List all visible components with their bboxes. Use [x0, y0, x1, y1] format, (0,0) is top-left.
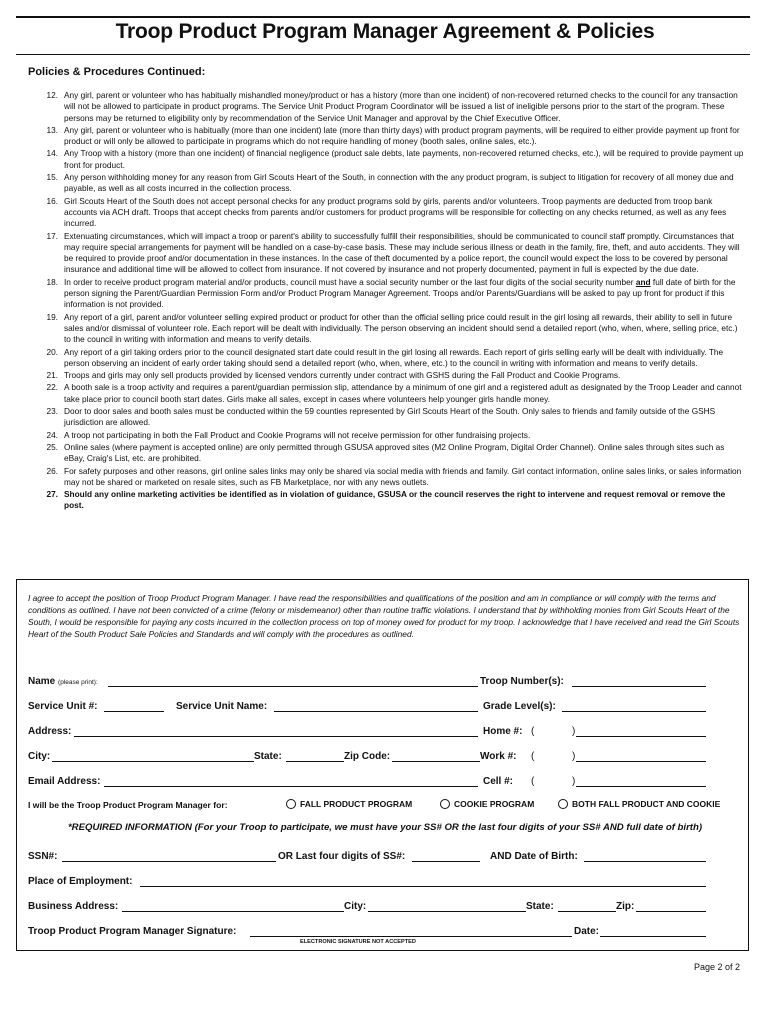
radio-circle-icon: [558, 799, 568, 809]
policy-number: 12.: [46, 90, 58, 100]
address-field[interactable]: [74, 736, 478, 737]
policy-item: [28, 196, 744, 230]
policy-list: [28, 90, 744, 513]
employment-field[interactable]: [140, 886, 706, 887]
policy-item: [28, 277, 744, 311]
service-unit-name-label: Service Unit Name:: [176, 701, 268, 712]
business-zip-field[interactable]: [636, 911, 706, 912]
policy-number: 26.: [46, 465, 58, 476]
zip-code-field[interactable]: [392, 761, 480, 762]
policy-text: Any report of a girl taking orders prior to the council designated start date could result in the girl losing all rewards. Each report of girls selling early will be dealt with individually. The person observing an incident of early order taking should send a detailed report (who, when, where, etc.) to the council in writing with information and means to verify details.: [64, 346, 724, 368]
policy-number: 20.: [46, 346, 58, 357]
policy-number: 19.: [46, 311, 58, 322]
policy-text: Any person withholding money for any reason from Girl Scouts Heart of the South, in connection with the any product program, is subject to litigation for recovery of all money due and payable, as well as all costs incurred in the collection process.: [64, 172, 734, 194]
policy-text: Door to door sales and booth sales must be conducted within the 59 counties represented by Girl Scouts Heart of the South. Only sales to friends and family outside of the GSHS jurisdiction are allowed.: [64, 406, 716, 428]
policy-item: [28, 382, 744, 405]
policy-item: [28, 148, 744, 171]
required-info-note: *REQUIRED INFORMATION (For your Troop to participate, we must have your SS# OR the last four digits of your SS# AND full date of birth): [67, 822, 703, 833]
policy-text: A troop not participating in both the Fall Product and Cookie Programs will not receive permission for other fundraising projects.: [64, 429, 531, 440]
option-fall-product[interactable]: FALL PRODUCT PROGRAM: [286, 799, 412, 809]
policy-text: A booth sale is a troop activity and requires a parent/guardian permission slip, attendance by a minimum of one girl and a registered adult as designated by the Troop Leader and cannot take place prior to council booth start dates. Girls make all sales, except in cases where volunteers help younger girls handle money.: [64, 382, 742, 404]
policy-item: [28, 442, 744, 465]
grade-levels-label: Grade Level(s):: [483, 701, 556, 712]
policy-item: [28, 90, 744, 124]
policy-number: 14.: [46, 148, 58, 159]
policy-item: [28, 370, 744, 381]
email-field[interactable]: [104, 786, 478, 787]
city-label: City:: [28, 751, 51, 762]
cell-phone-label: Cell #:: [483, 776, 514, 787]
policy-text: Extenuating circumstances, which will impact a troop or parent's ability to successfully fulfill their responsibilities, should be communicated to council staff promptly. Circumstances that may require special arrangements for payment will be handled on a case-by-case basis. These may include serious illness or death in the family, fire, theft, and auto accidents. They will be required to provide proof and/or documentation in these instances. In the case of theft documented by a police report, the council would expect the loss to be covered by personal insurance and additional time will be allowed to collect from insurance. If not covered by insurance and not properly documented, payment in full is expected by the due date.: [64, 230, 740, 275]
section-heading: Policies & Procedures Continued:: [28, 66, 206, 78]
top-rule: [16, 16, 750, 18]
dob-field[interactable]: [584, 861, 706, 862]
radio-circle-icon: [286, 799, 296, 809]
page-number: Page 2 of 2: [693, 962, 740, 972]
city-field[interactable]: [52, 761, 254, 762]
last-four-field[interactable]: [412, 861, 480, 862]
policy-text-emphasis: and: [635, 276, 651, 287]
policy-text: Any Troop with a history (more than one incident) of financial negligence (product sale debts, late payments, non-recovered returned checks, etc.), will be required to provide payment up front for product.: [64, 148, 744, 170]
signature-note: ELECTRONIC SIGNATURE NOT ACCEPTED: [300, 939, 416, 945]
service-unit-number-label: Service Unit #:: [28, 701, 98, 712]
policy-item: [28, 430, 744, 441]
cell-phone-field[interactable]: [576, 786, 706, 787]
grade-levels-field[interactable]: [562, 711, 706, 712]
policy-text: Any girl, parent or volunteer who has habitually mishandled money/product or has a history (more than one incident) of non-recovered returned checks to the council for any transaction will not be allowed to participate in product programs. The Service Unit Product Program Coordinator will be issued a list of ineligible persons prior to the start of the program. These persons may be returned to eligibility only by recommendation of the Service Unit Manager and approval by the Chief Executive Officer.: [64, 90, 738, 123]
policy-number: 21.: [46, 370, 58, 381]
policy-text: Any report of a girl, parent and/or volunteer selling expired product or product for other than the official selling price could result in the girl losing all rewards, their ability to sell in future sales and/or dismissal of volunteer role. Each report will be dealt with individually. The person observing an incident should send a detailed report (who, when, where, selling price, etc.) to the council in writing with information and means to verify details.: [64, 311, 738, 345]
work-phone-label: Work #:: [480, 751, 517, 762]
policy-text-part: full date of birth for the person signing the Parent/Guardian Permission Form and/or Product Program Manager Agreement. Troops and/or Parents/Guardians will be asked to pay up front for product if this information is not provided.: [64, 276, 736, 310]
date-label: Date:: [574, 926, 600, 937]
policy-text: For safety purposes and other reasons, girl online sales links may only be shared via social media with friends and family. Girl contact information, online sales links, or sales information may not be shared or marketed on resale sites, such as FB Marketplace, nor with any news outlets.: [64, 465, 742, 487]
policy-number: 22.: [46, 382, 58, 393]
policy-number: 23.: [46, 406, 58, 417]
signature-label: Troop Product Program Manager Signature:: [28, 926, 237, 937]
policy-text-part: In order to receive product program material and/or products, council must have a social security number or the last four digits of the social security number: [64, 276, 636, 287]
policy-item: [28, 466, 744, 489]
policy-item: [28, 172, 744, 195]
cell-phone-paren-close: ): [572, 776, 576, 787]
zip-code-label: Zip Code:: [344, 751, 391, 762]
policy-number: 15.: [46, 172, 58, 183]
policy-number: 13.: [46, 124, 58, 135]
manager-for-label: I will be the Troop Product Program Manager for:: [28, 800, 228, 810]
business-address-label: Business Address:: [28, 901, 119, 912]
state-field[interactable]: [286, 761, 344, 762]
home-phone-paren-open: (: [531, 726, 535, 737]
policy-text: Girl Scouts Heart of the South does not accept personal checks for any product programs sold by girls, parents and/or volunteers. Troop payments are deducted from troop bank accounts via ACH draft. Troops that accept checks from parents and/or customers for product programs will be responsible for collecting on any checks returned, as well as any fees incurred.: [64, 195, 727, 229]
business-city-label: City:: [344, 901, 367, 912]
policy-item: [28, 347, 744, 370]
business-state-field[interactable]: [558, 911, 616, 912]
agreement-text: I agree to accept the position of Troop Product Program Manager. I have read the responsibilities and qualifications of the position and am in compliance or will comply with the terms and conditions as outlined. I have not been convicted of a crime (felony or misdemeanor) other than routine traffic violations. I understand that by withholding monies from Girl Scouts Heart of the South, I would be responsible for paying any costs incurred in the collection process on top of money owed for product for my troop. I acknowledge that I have received and read the Girl Scouts Heart of the South Product Sale Policies and Standards and will comply with the procedures as outlined.: [28, 593, 740, 639]
signature-field[interactable]: [250, 936, 572, 937]
policy-number: 18.: [46, 276, 58, 287]
ssn-field[interactable]: [62, 861, 276, 862]
title-rule: [16, 54, 750, 55]
policy-number: 27.: [46, 489, 58, 500]
policy-text: Any girl, parent or volunteer who is habitually (more than one incident) late (more than thirty days) with product program payments, will be required to either provide payment up front for product or will only be allowed to participate in programs which do not require handling of money (booth sales, online sales, etc.).: [64, 124, 740, 147]
home-phone-field[interactable]: [576, 736, 706, 737]
policy-number: 25.: [46, 441, 58, 452]
policy-item: [28, 312, 744, 346]
business-address-field[interactable]: [122, 911, 344, 912]
policy-number: 17.: [46, 230, 58, 241]
work-phone-field[interactable]: [576, 761, 706, 762]
policy-item: [28, 231, 744, 276]
employment-label: Place of Employment:: [28, 876, 133, 887]
dob-label: AND Date of Birth:: [490, 851, 578, 862]
option-both[interactable]: BOTH FALL PRODUCT AND COOKIE: [558, 799, 720, 809]
service-unit-name-field[interactable]: [274, 711, 478, 712]
radio-circle-icon: [440, 799, 450, 809]
policy-text: [64, 277, 744, 311]
home-phone-paren-close: ): [572, 726, 576, 737]
name-field[interactable]: [108, 686, 478, 687]
policy-number: 16.: [46, 195, 58, 206]
date-field[interactable]: [600, 936, 706, 937]
policy-text: Online sales (where payment is accepted online) are only permitted through GSUSA approved sites (M2 Online Program, Digital Order Channel). Online sales through sites such as eBay, Craig's List, etc. are prohibited.: [64, 441, 725, 464]
business-state-label: State:: [526, 901, 554, 912]
name-label: Name (please print):: [28, 676, 98, 687]
troop-numbers-label: Troop Number(s):: [480, 676, 564, 687]
policy-item: [28, 406, 744, 429]
policy-text: Should any online marketing activities be identified as in violation of guidance, GSUSA or the council reserves the right to intervene and request removal or remove the post.: [64, 489, 726, 511]
policy-item: [28, 125, 744, 148]
policy-item: [28, 489, 744, 512]
business-city-field[interactable]: [368, 911, 526, 912]
last-four-label: OR Last four digits of SS#:: [278, 851, 406, 862]
option-cookie[interactable]: COOKIE PROGRAM: [440, 799, 534, 809]
service-unit-number-field[interactable]: [104, 711, 164, 712]
cell-phone-paren-open: (: [531, 776, 535, 787]
policy-text: Troops and girls may only sell products provided by licensed vendors currently under contract with GSHS during the Fall Product and Cookie Programs.: [64, 370, 621, 381]
policy-number: 24.: [46, 429, 58, 440]
ssn-label: SSN#:: [28, 851, 58, 862]
state-label: State:: [254, 751, 282, 762]
troop-numbers-field[interactable]: [572, 686, 706, 687]
address-label: Address:: [28, 726, 72, 737]
work-phone-paren-open: (: [531, 751, 535, 762]
home-phone-label: Home #:: [483, 726, 523, 737]
page-title: Troop Product Program Manager Agreement & Policies: [115, 20, 655, 43]
email-label: Email Address:: [28, 776, 101, 787]
business-zip-label: Zip:: [616, 901, 635, 912]
work-phone-paren-close: ): [572, 751, 576, 762]
